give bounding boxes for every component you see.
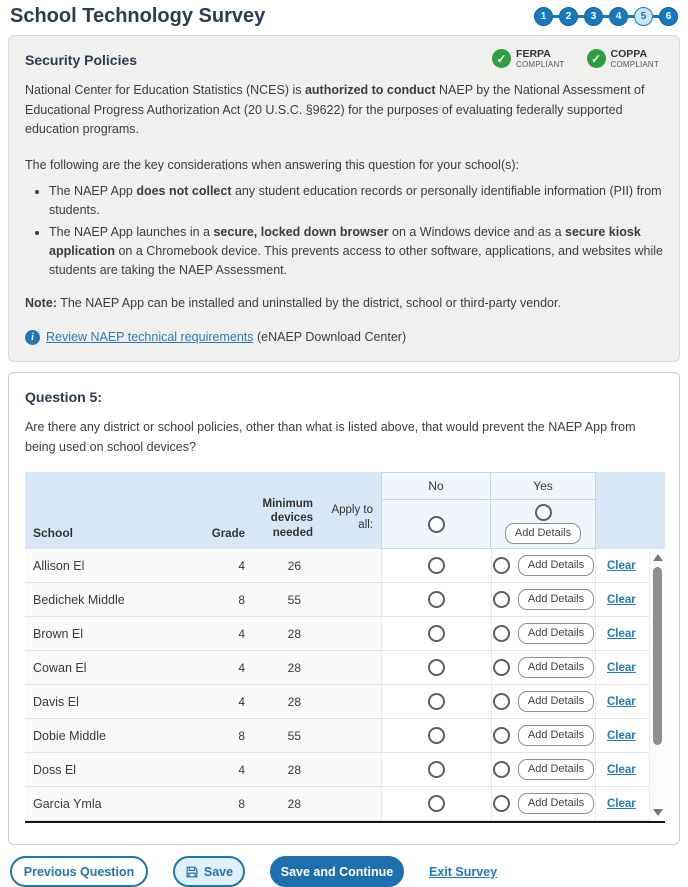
- table-row: [25, 651, 665, 685]
- apply-spacer: [325, 617, 381, 650]
- school-name: Cowan El: [25, 651, 217, 684]
- devices-value: 28: [255, 651, 325, 684]
- step-6[interactable]: 6: [659, 7, 678, 26]
- scrollbar-thumb[interactable]: [653, 567, 662, 745]
- step-5-current[interactable]: 5: [634, 7, 653, 26]
- no-radio[interactable]: [428, 659, 445, 676]
- column-header-no: [381, 472, 491, 549]
- no-cell: [381, 583, 491, 616]
- yes-cell: [491, 651, 596, 684]
- no-cell: [381, 719, 491, 752]
- table-body: [25, 549, 665, 821]
- badge-sub: COMPLIANT: [516, 60, 565, 70]
- key-considerations-list: [25, 182, 663, 281]
- clear-link[interactable]: Clear: [607, 627, 636, 640]
- yes-radio[interactable]: [493, 625, 510, 642]
- devices-value: 55: [255, 719, 325, 752]
- schools-table: [25, 472, 665, 823]
- yes-radio[interactable]: [493, 795, 510, 812]
- apply-to-all-label: Apply to all:: [331, 504, 373, 532]
- apply-all-add-details-button[interactable]: Add Details: [505, 523, 581, 544]
- clear-link[interactable]: Clear: [607, 797, 636, 810]
- apply-all-yes-radio[interactable]: [535, 504, 552, 521]
- apply-spacer: [325, 753, 381, 786]
- check-icon: ✓: [587, 49, 606, 68]
- scroll-up-arrow-icon[interactable]: [653, 554, 663, 561]
- column-header-school: School: [33, 526, 74, 541]
- add-details-button[interactable]: Add Details: [518, 555, 594, 576]
- check-icon: ✓: [492, 49, 511, 68]
- step-indicator: [534, 7, 678, 26]
- note-text: Note: The NAEP App can be installed and uninstalled by the district, school or third-party vendor.: [25, 295, 561, 310]
- yes-cell: [491, 719, 596, 752]
- yes-column-label: Yes: [490, 472, 596, 500]
- clear-cell: [596, 651, 649, 684]
- yes-radio[interactable]: [493, 693, 510, 710]
- add-details-button[interactable]: Add Details: [518, 793, 594, 814]
- school-name: Bedichek Middle: [25, 583, 217, 616]
- yes-cell: [491, 685, 596, 718]
- step-4[interactable]: 4: [609, 7, 628, 26]
- compliance-badges: [492, 48, 663, 69]
- ferpa-badge: [492, 48, 564, 69]
- no-cell: [381, 753, 491, 786]
- no-radio[interactable]: [428, 795, 445, 812]
- clear-cell: [596, 787, 649, 820]
- no-radio[interactable]: [428, 591, 445, 608]
- grade-value: 4: [217, 685, 255, 718]
- clear-cell: [596, 753, 649, 786]
- info-icon: i: [25, 330, 40, 345]
- yes-cell: [491, 583, 596, 616]
- apply-spacer: [325, 549, 381, 582]
- technical-requirements-row: [25, 328, 663, 347]
- school-name: Allison El: [25, 549, 217, 582]
- security-policies-title: Security Policies: [25, 52, 138, 68]
- no-radio[interactable]: [428, 693, 445, 710]
- add-details-button[interactable]: Add Details: [518, 657, 594, 678]
- no-radio[interactable]: [428, 761, 445, 778]
- yes-radio[interactable]: [493, 727, 510, 744]
- badge-sub: COMPLIANT: [610, 60, 659, 70]
- clear-cell: [596, 719, 649, 752]
- table-row: [25, 787, 665, 821]
- yes-radio[interactable]: [493, 557, 510, 574]
- authorization-paragraph: National Center for Education Statistics (NCES) is authorized to conduct NAEP by the National Assessment of Educational Progress Authorization Act (20 U.S.C. §9622) for the purposes of evaluating federally supported education programs.: [25, 83, 645, 136]
- table-header: [25, 472, 665, 549]
- clear-link[interactable]: Clear: [607, 763, 636, 776]
- question-label: Question 5:: [25, 389, 103, 406]
- table-row: [25, 685, 665, 719]
- header-spacer: [596, 472, 649, 549]
- list-item: • The NAEP App launches in a secure, locked down browser on a Windows device and as a secure kiosk application on a Chromebook device. This prevents access to other software, applications, and websites while students are taking the NAEP Assessment.: [49, 223, 663, 281]
- table-scrollbar[interactable]: [649, 549, 665, 821]
- clear-cell: [596, 583, 649, 616]
- school-name: Garcia Ymla: [25, 787, 217, 820]
- apply-spacer: [325, 583, 381, 616]
- technical-requirements-link[interactable]: Review NAEP technical requirements: [46, 330, 254, 344]
- clear-link[interactable]: Clear: [607, 661, 636, 674]
- no-column-label: No: [381, 472, 491, 500]
- school-name: Brown El: [25, 617, 217, 650]
- apply-spacer: [325, 685, 381, 718]
- exit-survey-link[interactable]: Exit Survey: [429, 864, 498, 879]
- devices-value: 26: [255, 549, 325, 582]
- no-cell: [381, 651, 491, 684]
- no-radio[interactable]: [428, 557, 445, 574]
- grade-value: 4: [217, 651, 255, 684]
- security-policies-panel: [8, 35, 680, 362]
- step-2[interactable]: 2: [559, 7, 578, 26]
- badge-name: COPPA: [610, 48, 648, 60]
- apply-spacer: [325, 787, 381, 820]
- table-row: [25, 719, 665, 753]
- step-1[interactable]: 1: [534, 7, 553, 26]
- coppa-badge: [587, 48, 659, 69]
- devices-value: 28: [255, 753, 325, 786]
- yes-cell: [491, 787, 596, 820]
- column-header-yes: [490, 472, 596, 549]
- table-row: [25, 549, 665, 583]
- column-header-devices: Minimum devices needed: [262, 498, 313, 539]
- yes-radio[interactable]: [493, 761, 510, 778]
- add-details-button[interactable]: Add Details: [518, 759, 594, 780]
- question-panel: [8, 372, 680, 845]
- clear-cell: [596, 549, 649, 582]
- apply-spacer: [325, 719, 381, 752]
- no-cell: [381, 549, 491, 582]
- scroll-down-arrow-icon[interactable]: [653, 809, 663, 816]
- top-bar: [8, 2, 680, 35]
- devices-value: 28: [255, 617, 325, 650]
- clear-link[interactable]: Clear: [607, 559, 636, 572]
- devices-value: 28: [255, 685, 325, 718]
- save-and-continue-button[interactable]: Save and Continue: [270, 856, 404, 887]
- no-cell: [381, 617, 491, 650]
- considerations-intro: The following are the key considerations when answering this question for your school(s):: [25, 158, 520, 173]
- devices-value: 55: [255, 583, 325, 616]
- grade-value: 4: [217, 753, 255, 786]
- previous-question-button[interactable]: Previous Question: [10, 856, 148, 887]
- no-cell: [381, 685, 491, 718]
- save-button-label: Save: [203, 864, 234, 879]
- table-row: [25, 753, 665, 787]
- clear-link[interactable]: Clear: [607, 593, 636, 606]
- clear-cell: [596, 617, 649, 650]
- school-name: Doss El: [25, 753, 217, 786]
- add-details-button[interactable]: Add Details: [518, 691, 594, 712]
- no-radio[interactable]: [428, 727, 445, 744]
- grade-value: 4: [217, 549, 255, 582]
- school-name: Davis El: [25, 685, 217, 718]
- yes-cell: [491, 549, 596, 582]
- no-radio[interactable]: [428, 625, 445, 642]
- yes-radio[interactable]: [493, 659, 510, 676]
- column-header-grade: Grade: [211, 528, 245, 541]
- grade-value: 4: [217, 617, 255, 650]
- devices-value: 28: [255, 787, 325, 820]
- page-title: School Technology Survey: [10, 5, 266, 27]
- question-text: Are there any district or school policies, other than what is listed above, that would prevent the NAEP App from being used on school devices?: [25, 420, 636, 454]
- apply-spacer: [325, 651, 381, 684]
- apply-all-no-radio[interactable]: [428, 516, 445, 533]
- table-row: [25, 583, 665, 617]
- add-details-button[interactable]: Add Details: [518, 725, 594, 746]
- grade-value: 8: [217, 787, 255, 820]
- add-details-button[interactable]: Add Details: [518, 589, 594, 610]
- grade-value: 8: [217, 583, 255, 616]
- save-icon: [185, 865, 199, 879]
- clear-link[interactable]: Clear: [607, 729, 636, 742]
- link-suffix: (eNAEP Download Center): [253, 330, 407, 344]
- add-details-button[interactable]: Add Details: [518, 623, 594, 644]
- step-3[interactable]: 3: [584, 7, 603, 26]
- list-item: • The NAEP App does not collect any student education records or personally identifiable information (PII) from students.: [49, 182, 663, 221]
- yes-cell: [491, 617, 596, 650]
- badge-name: FERPA: [516, 48, 551, 60]
- save-button[interactable]: [173, 856, 245, 887]
- clear-cell: [596, 685, 649, 718]
- grade-value: 8: [217, 719, 255, 752]
- yes-cell: [491, 753, 596, 786]
- yes-radio[interactable]: [493, 591, 510, 608]
- no-cell: [381, 787, 491, 820]
- clear-link[interactable]: Clear: [607, 695, 636, 708]
- school-name: Dobie Middle: [25, 719, 217, 752]
- table-row: [25, 617, 665, 651]
- footer-actions: [10, 856, 680, 887]
